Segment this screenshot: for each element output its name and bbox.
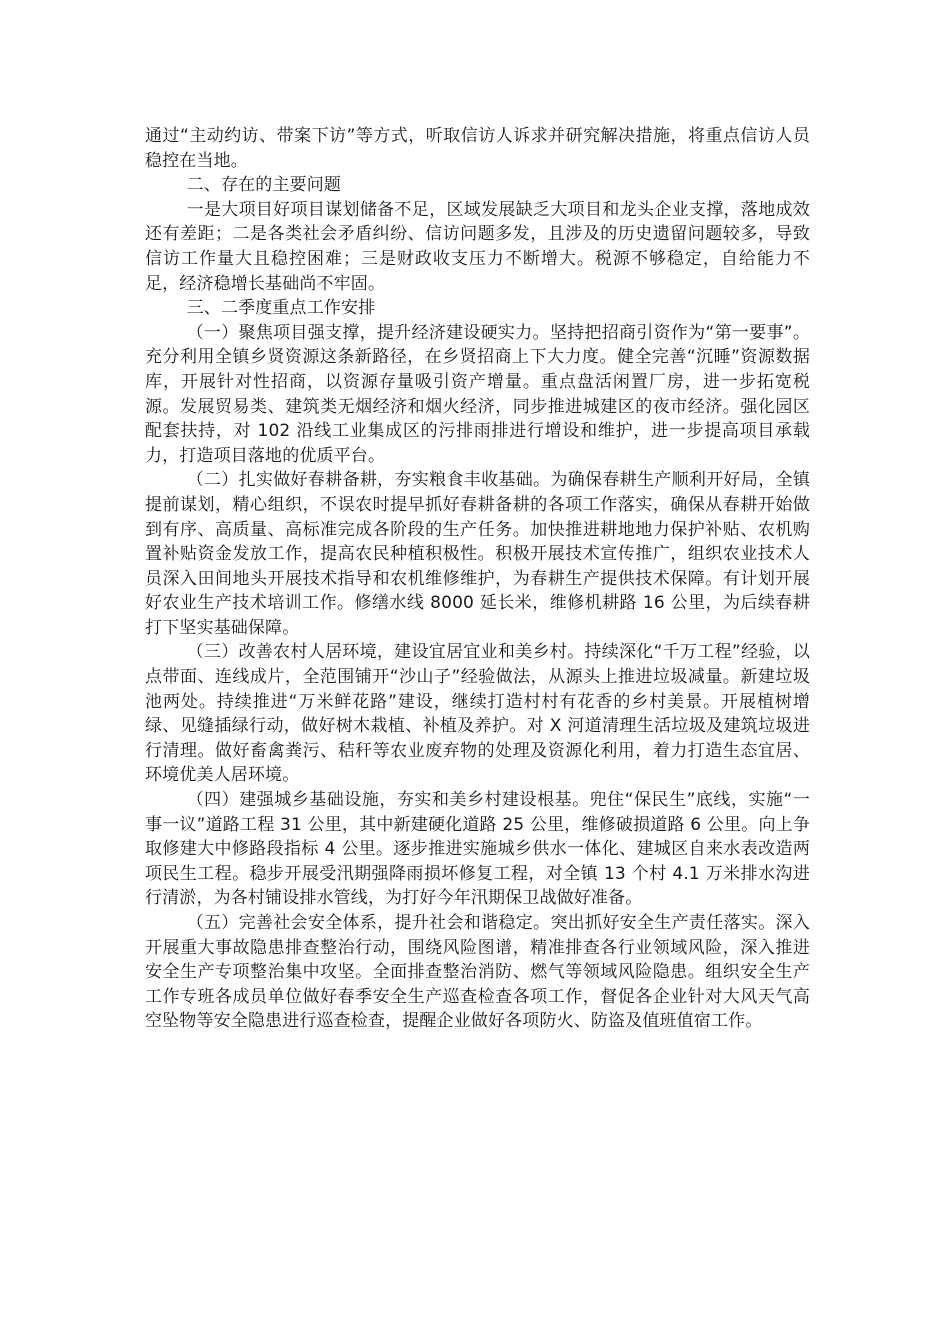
document-body [145, 124, 810, 1034]
paragraph-continuation: 通过“主动约访、带案下访”等方式，听取信访人诉求并研究解决措施，将重点信访人员稳控在当地。 [145, 126, 810, 171]
paragraph-item-1: （一）聚焦项目强支撑，提升经济建设硬实力。坚持把招商引资作为“第一要事”。充分利用全镇乡贤资源这条新路径，在乡贤招商上下大力度。健全完善“沉睡”资源数据库，开展针对性招商，以资源存量吸引资产增量。重点盘活闲置厂房，进一步拓宽税源。发展贸易类、建筑类无烟经济和烟火经济，同步推进城建区的夜市经济。强化园区配套扶持，对 102 沿线工业集成区的污排雨排进行增设和维护，进一步提高项目承载力，打造项目落地的优质平台。 [145, 322, 810, 466]
paragraph-item-5: （五）完善社会安全体系，提升社会和谐稳定。突出抓好安全生产责任落实。深入开展重大事故隐患排查整治行动，围绕风险图谱，精准排查各行业领域风险，深入推进安全生产专项整治集中攻坚。全面排查整治消防、燃气等领域风险隐患。组织安全生产工作专班各成员单位做好春季安全生产巡查检查各项工作，督促各企业针对大风天气高空坠物等安全隐患进行巡查检查，提醒企业做好各项防火、防盗及值班值宿工作。 [145, 913, 810, 1032]
paragraph-problems: 一是大项目好项目谋划储备不足，区域发展缺乏大项目和龙头企业支撑，落地成效还有差距；二是各类社会矛盾纠纷、信访问题多发，且涉及的历史遗留问题较多，导致信访工作量大且稳控困难；三是财政收支压力不断增大。税源不够稳定，自给能力不足，经济稳增长基础尚不牢固。 [145, 199, 810, 294]
section-heading-q2-plan: 三、二季度重点工作安排 [186, 298, 376, 319]
paragraph-item-3: （三）改善农村人居环境，建设宜居宜业和美乡村。持续深化“千万工程”经验，以点带面、连线成片，全范围铺开“沙山子”经验做法，从源头上推进垃圾减量。新建垃圾池两处。持续推进“万米鲜花路”建设，继续打造村村有花香的乡村美景。开展植树增绿、见缝插绿行动，做好树木栽植、补植及养护。对 X 河道清理生活垃圾及建筑垃圾进行清理。做好畜禽粪污、秸秆等农业废弃物的处理及资源化利用，着力打造生态宜居、环境优美人居环境。 [145, 642, 810, 786]
section-heading-problems: 二、存在的主要问题 [186, 175, 341, 196]
paragraph-item-2: （二）扎实做好春耕备耕，夯实粮食丰收基础。为确保春耕生产顺利开好局，全镇提前谋划，精心组织，不误农时提早抓好春耕备耕的各项工作落实，确保从春耕开始做到有序、高质量、高标准完成各阶段的生产任务。加快推进耕地地力保护补贴、农机购置补贴资金发放工作，提高农民种植积极性。积极开展技术宣传推广，组织农业技术人员深入田间地头开展技术指导和农机维修维护，为春耕生产提供技术保障。有计划开展好农业生产技术培训工作。修缮水线 8000 延长米，维修机耕路 16 公里，为后续春耕打下坚实基础保障。 [145, 470, 810, 638]
paragraph-item-4: （四）建强城乡基础设施，夯实和美乡村建设根基。兜住“保民生”底线，实施“一事一议”道路工程 31 公里，其中新建硬化道路 25 公里，维修破损道路 6 公里。向上争取修建大中修路段指标 4 公里。逐步推进实施城乡供水一体化、建城区自来水表改造两项民生工程。稳步开展受汛期强降雨损坏修复工程，对全镇 13 个村 4.1 万米排水沟进行清淤，为各村铺设排水管线，为打好今年汛期保卫战做好准备。 [145, 790, 810, 909]
